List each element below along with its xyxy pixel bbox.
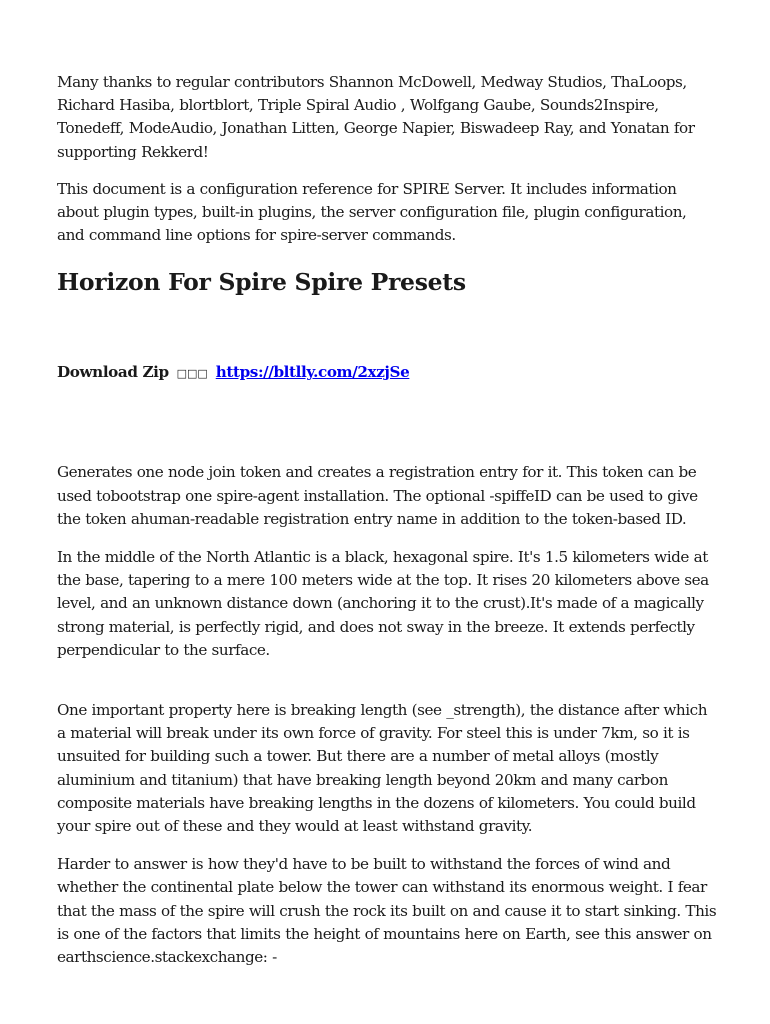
- wind-weight-paragraph: Harder to answer is how they'd have to be built to withstand the forces of wind and whether the continental plate below the tower can withstand its enormous weight. I fear that the mass of the spire will crush the rock its built on and cause it to start sinking. This is one of the factors that limits the height of mountains here on Earth, see this answer on earthscience.stackexchange: -: [57, 855, 717, 967]
- breaking-length-paragraph: One important property here is breaking length (see _strength), the distance after which a material will break under its own force of gravity. For steel this is under 7km, so it is unsuited for building such a tower. But there are a number of metal alloys (mostly aluminium and titanium) that have breaking length beyond 20km and many carbon composite materials have breaking lengths in the dozens of kilometers. You could build your spire out of these and they would at least withstand gravity.: [57, 701, 708, 836]
- page-heading: Horizon For Spire Spire Presets: [57, 268, 466, 297]
- intro-paragraph: This document is a configuration reference for SPIRE Server. It includes information about plugin types, built-in plugins, the server configuration file, plugin configuration, and command line options for spire-server commands.: [57, 179, 687, 245]
- download-link[interactable]: https://bltlly.com/2xzjSe: [215, 363, 410, 382]
- arrow-glyphs-icon: □□□: [176, 367, 208, 381]
- document-body: [57, 71, 717, 969]
- contributors-paragraph: Many thanks to regular contributors Shannon McDowell, Medway Studios, ThaLoops, Richard Hasiba, blortblort, Triple Spiral Audio , Wolfgang Gaube, Sounds2Inspire, Tonedeff, ModeAudio, Jonathan Litten, George Napier, Biswadeep Ray, and Yonatan for supporting Rekkerd!: [57, 73, 695, 161]
- download-line: [57, 361, 717, 385]
- spire-description-paragraph: In the middle of the North Atlantic is a black, hexagonal spire. It's 1.5 kilometers wide at the base, tapering to a mere 100 meters wide at the top. It rises 20 kilometers above sea level, and an unknown distance down (anchoring it to the crust).It's made of a magically strong material, is perfectly rigid, and does not sway in the breeze. It extends perfectly perpendicular to the surface.: [57, 548, 709, 659]
- join-token-paragraph: Generates one node join token and creates a registration entry for it. This token can be used tobootstrap one spire-agent installation. The optional -spiffeID can be used to give the token ahuman-readable registration entry name in addition to the token-based ID.: [57, 463, 698, 528]
- download-label: Download Zip: [57, 363, 169, 382]
